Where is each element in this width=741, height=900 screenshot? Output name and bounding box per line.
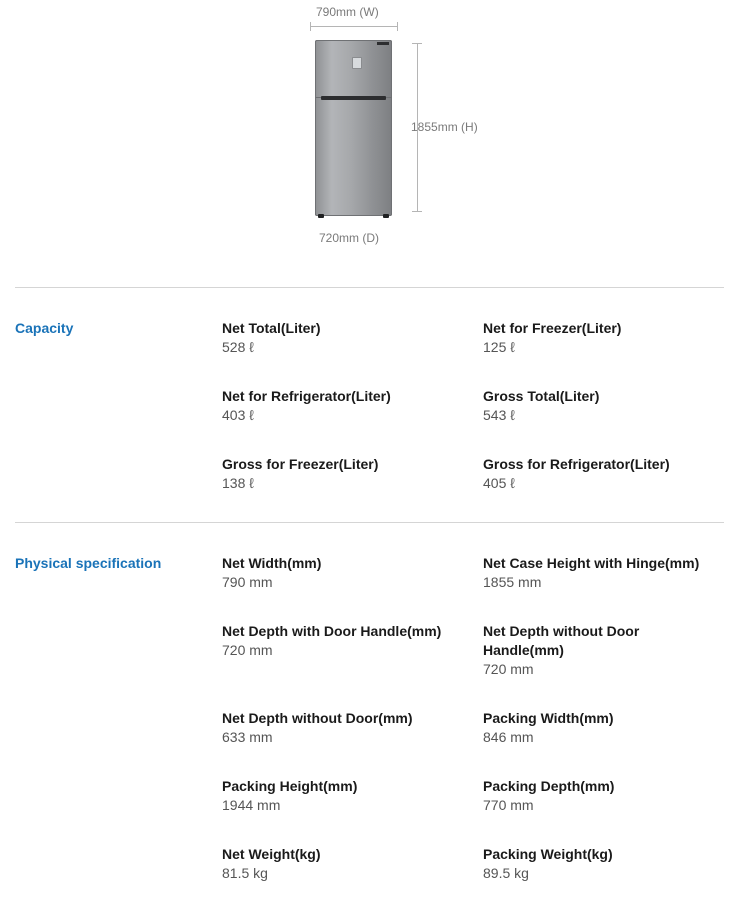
- height-value: 1855: [411, 120, 438, 134]
- product-dimension-diagram: [0, 0, 741, 260]
- spec-packing-weight: [483, 845, 721, 883]
- spec-value: 543 ℓ: [483, 407, 515, 423]
- spec-label: Gross for Freezer(Liter): [222, 456, 379, 472]
- height-unit: mm: [437, 120, 458, 134]
- spec-value: 528 ℓ: [222, 339, 254, 355]
- spec-label: Net Depth without Door(mm): [222, 710, 413, 726]
- refrigerator-handle: [321, 96, 386, 100]
- spec-label: Net Case Height with Hinge(mm): [483, 555, 700, 571]
- spec-label: Net Depth without Door Handle(mm): [483, 623, 640, 658]
- depth-unit: mm: [339, 231, 360, 245]
- spec-gross-freezer: [222, 455, 460, 493]
- spec-label: Net Depth with Door Handle(mm): [222, 623, 442, 639]
- spec-value: 790 mm: [222, 574, 273, 590]
- spec-value: 720 mm: [483, 661, 534, 677]
- spec-net-width: [222, 554, 460, 592]
- spec-label: Packing Depth(mm): [483, 778, 615, 794]
- spec-value: 1944 mm: [222, 797, 281, 813]
- width-tick-right: [397, 22, 398, 31]
- spec-value: 125 ℓ: [483, 339, 515, 355]
- spec-value: 770 mm: [483, 797, 534, 813]
- physical-specification-section-title: Physical specification: [15, 555, 162, 571]
- width-axis: (W): [359, 5, 379, 19]
- spec-label: Gross for Refrigerator(Liter): [483, 456, 670, 472]
- fridge-foot-left: [318, 214, 324, 218]
- capacity-section-title: Capacity: [15, 320, 74, 336]
- spec-value: 138 ℓ: [222, 475, 254, 491]
- spec-label: Net Total(Liter): [222, 320, 321, 336]
- spec-packing-depth: [483, 777, 721, 815]
- spec-net-refrigerator: [222, 387, 460, 425]
- spec-value: 89.5 kg: [483, 865, 529, 881]
- spec-value: 81.5 kg: [222, 865, 268, 881]
- spec-value: 403 ℓ: [222, 407, 254, 423]
- spec-label: Net Weight(kg): [222, 846, 321, 862]
- depth-axis: (D): [362, 231, 380, 245]
- spec-value: 846 mm: [483, 729, 534, 745]
- spec-label: Gross Total(Liter): [483, 388, 600, 404]
- spec-gross-refrigerator: [483, 455, 721, 493]
- height-tick-top: [412, 43, 422, 44]
- fridge-foot-right: [383, 214, 389, 218]
- section-divider: [15, 287, 724, 288]
- spec-net-depth-with-handle: [222, 622, 460, 660]
- spec-label: Net Width(mm): [222, 555, 322, 571]
- spec-net-weight: [222, 845, 460, 883]
- freezer-handle: [377, 42, 389, 45]
- height-dimension-label: [411, 120, 478, 134]
- spec-net-case-height: [483, 554, 721, 592]
- spec-packing-height: [222, 777, 460, 815]
- width-dimension-line: [310, 26, 398, 27]
- section-divider: [15, 522, 724, 523]
- spec-label: Net for Freezer(Liter): [483, 320, 622, 336]
- height-tick-bottom: [412, 211, 422, 212]
- width-value: 790: [316, 5, 337, 19]
- spec-net-depth-without-door: [222, 709, 460, 747]
- display-panel: [352, 57, 362, 69]
- spec-value: 633 mm: [222, 729, 273, 745]
- width-unit: mm: [336, 5, 357, 19]
- spec-net-depth-without-handle: [483, 622, 683, 679]
- spec-value: 1855 mm: [483, 574, 542, 590]
- spec-label: Packing Width(mm): [483, 710, 614, 726]
- width-dimension-label: [316, 5, 379, 19]
- spec-net-total: [222, 319, 460, 357]
- spec-label: Packing Height(mm): [222, 778, 358, 794]
- spec-packing-width: [483, 709, 721, 747]
- spec-label: Net for Refrigerator(Liter): [222, 388, 391, 404]
- freezer-door: [315, 40, 392, 98]
- height-axis: (H): [461, 120, 478, 134]
- spec-gross-total: [483, 387, 721, 425]
- spec-value: 405 ℓ: [483, 475, 515, 491]
- spec-label: Packing Weight(kg): [483, 846, 613, 862]
- spec-value: 720 mm: [222, 642, 273, 658]
- width-tick-left: [310, 22, 311, 31]
- depth-dimension-label: [319, 231, 379, 245]
- spec-net-freezer: [483, 319, 721, 357]
- depth-value: 720: [319, 231, 340, 245]
- refrigerator-image: [315, 40, 392, 216]
